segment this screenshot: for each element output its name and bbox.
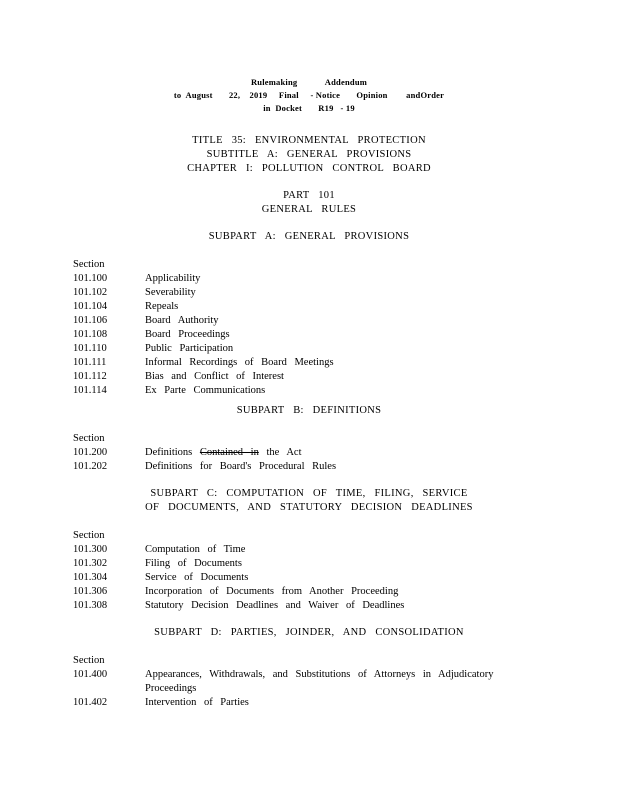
subpart-heading-line: SUBPART D: PARTIES, JOINDER, AND CONSOLIDATION (154, 627, 464, 638)
subpart-b-heading (0, 404, 618, 418)
title-block (0, 134, 618, 176)
section-number: 101.108 (73, 329, 108, 340)
section-label: Section (73, 655, 105, 666)
struck-text: Contained in (199, 447, 259, 458)
section-row (73, 286, 618, 300)
part-block (0, 189, 618, 217)
subpart-c-heading (0, 487, 618, 515)
section-title: Service of Documents (145, 572, 249, 583)
section-number: 101.114 (73, 385, 107, 396)
section-row (73, 543, 618, 557)
section-number: 101.200 (73, 447, 108, 458)
section-title: Informal Recordings of Board Meetings (145, 357, 334, 368)
section-number: 101.112 (73, 371, 107, 382)
section-title: Board Proceedings (145, 329, 230, 340)
section-title-prefix: Definitions (145, 447, 200, 458)
section-number: 101.100 (73, 273, 108, 284)
subtitle-line: SUBTITLE A: GENERAL PROVISIONS (206, 149, 412, 160)
section-title: Repeals (145, 301, 179, 312)
section-title: Incorporation of Documents from Another Proceeding (145, 586, 399, 597)
section-number: 101.110 (73, 343, 107, 354)
section-number: 101.104 (73, 301, 108, 312)
subpart-heading-line: SUBPART B: DEFINITIONS (236, 405, 382, 416)
section-title: Computation of Time (145, 544, 246, 555)
section-row (73, 585, 618, 599)
section-number: 101.302 (73, 558, 108, 569)
section-number: 101.106 (73, 315, 108, 326)
section-number: 101.111 (73, 357, 107, 368)
section-number: 101.402 (73, 697, 108, 708)
section-row (73, 328, 618, 342)
title-line: TITLE 35: ENVIRONMENTAL PROTECTION (192, 135, 426, 146)
part-number: PART 101 (283, 190, 335, 201)
addendum-header-line-2: to August 22, 2019 Final - Notice Opinion andOrder (173, 90, 445, 100)
addendum-header-line-3: in Docket R19 - 19 (263, 103, 355, 113)
part-title: GENERAL RULES (261, 204, 357, 215)
section-row (73, 460, 618, 474)
section-title: Severability (145, 287, 196, 298)
section-row (73, 668, 618, 696)
section-row (73, 342, 618, 356)
section-title: Board Authority (145, 315, 219, 326)
section-row (73, 384, 618, 398)
subpart-b-section-list (73, 432, 618, 474)
section-label: Section (73, 259, 105, 270)
section-title: Public Participation (145, 343, 234, 354)
section-title: Definitions for Board's Procedural Rules (145, 461, 337, 472)
subpart-a-section-list (73, 258, 618, 398)
section-row (73, 370, 618, 384)
section-row (73, 599, 618, 613)
section-number: 101.306 (73, 586, 108, 597)
section-title: Intervention of Parties (145, 697, 249, 708)
addendum-header-line-1: Rulemaking Addendum (250, 77, 368, 87)
section-label: Section (73, 433, 105, 444)
section-row (73, 300, 618, 314)
section-row (73, 557, 618, 571)
subpart-d-heading (0, 626, 618, 640)
section-title-suffix: the Act (258, 447, 302, 458)
subpart-c-section-list (73, 529, 618, 613)
section-number: 101.304 (73, 572, 108, 583)
section-row (73, 696, 618, 710)
subpart-d-section-list (73, 654, 618, 710)
section-title: Bias and Conflict of Interest (145, 371, 284, 382)
section-row (73, 356, 618, 370)
section-title: Applicability (145, 273, 201, 284)
section-title: Statutory Decision Deadlines and Waiver of Deadlines (145, 600, 405, 611)
section-row (73, 272, 618, 286)
section-number: 101.102 (73, 287, 108, 298)
section-title: Filing of Documents (145, 558, 242, 569)
section-label: Section (73, 530, 105, 541)
subpart-heading-line: OF DOCUMENTS, AND STATUTORY DECISION DEADLINES (145, 502, 473, 513)
section-title (145, 446, 505, 460)
subpart-heading-line: SUBPART C: COMPUTATION OF TIME, FILING, SERVICE (150, 488, 468, 499)
section-number: 101.400 (73, 669, 108, 680)
section-title: Appearances, Withdrawals, and Substitutions of Attorneys in Adjudicatory Proceedings (145, 669, 494, 694)
section-number: 101.300 (73, 544, 108, 555)
section-title: Ex Parte Communications (145, 385, 266, 396)
section-row (73, 314, 618, 328)
chapter-line: CHAPTER I: POLLUTION CONTROL BOARD (187, 163, 431, 174)
subpart-a-heading (0, 230, 618, 244)
subpart-heading-line: SUBPART A: GENERAL PROVISIONS (208, 231, 410, 242)
section-number: 101.308 (73, 600, 108, 611)
section-row (73, 571, 618, 585)
section-row (73, 446, 618, 460)
section-number: 101.202 (73, 461, 108, 472)
